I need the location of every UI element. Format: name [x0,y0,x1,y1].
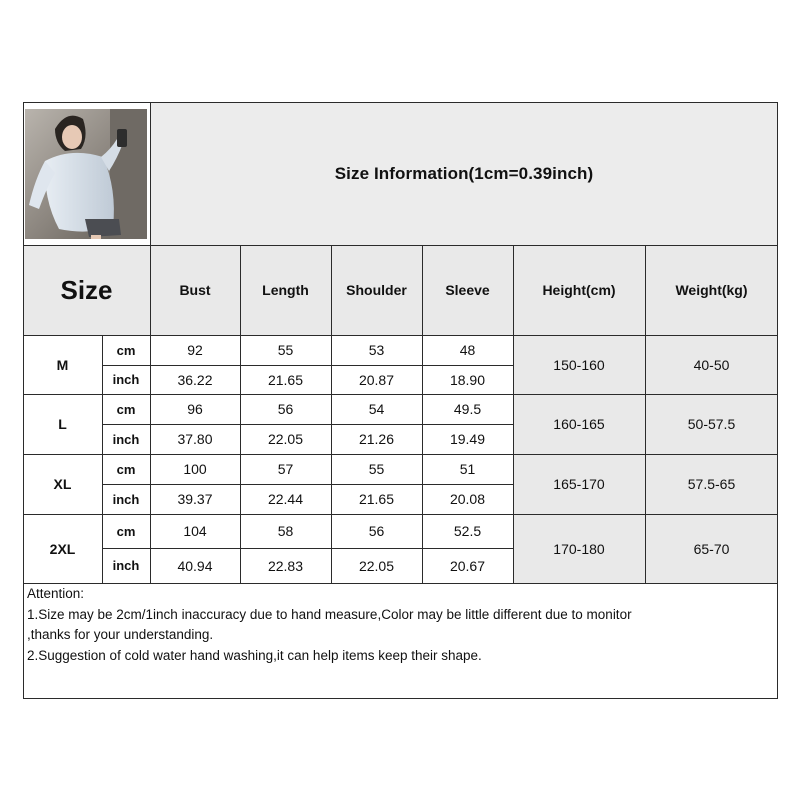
col-line-shoulder [331,245,332,583]
split-m [102,365,513,366]
split-2xl [102,548,513,549]
weight-range: 40-50 [693,356,730,373]
page-title: Size Information(1cm=0.39inch) [334,163,594,183]
bust-inch: 37.80 [177,431,213,447]
size-corner-label: Size [60,274,113,305]
border-left [23,102,24,699]
weight-range: 50-57.5 [687,416,736,432]
bust-inch: 39.37 [177,491,213,507]
sleeve-inch: 20.08 [449,491,486,507]
size-label-l: L [58,416,67,432]
attention-heading: Attention: [27,586,85,601]
column-header-shoulder: Shoulder [346,282,407,298]
sleeve-cm: 48 [459,342,476,358]
shoulder-inch: 20.87 [358,371,395,388]
bust-cm: 104 [183,523,207,539]
sleeve-inch: 20.67 [449,557,486,574]
col-line-weight [645,245,646,583]
sleeve-inch: 18.90 [449,371,486,388]
model-photo-image [25,109,147,239]
length-cm: 58 [277,523,294,539]
col-line-unit [102,335,103,583]
unit-cm: cm [116,342,136,358]
attention-line: ,thanks for your understanding. [27,627,214,642]
weight-range: 57.5-65 [687,476,736,492]
column-header-length: Length [262,282,309,298]
rule-under-title [23,245,778,246]
shoulder-cm: 54 [368,401,385,417]
attention-line: 2.Suggestion of cold water hand washing,it can help items keep their shape. [27,647,482,663]
column-header-height: Height(cm) [542,282,616,298]
bust-inch: 36.22 [177,371,213,388]
column-header-sleeve: Sleeve [445,282,490,298]
length-cm: 56 [277,401,294,417]
unit-inch: inch [112,558,140,573]
length-inch: 21.65 [267,371,304,388]
bust-cm: 96 [187,401,203,417]
rule-row-l [23,454,778,455]
unit-inch: inch [112,372,140,387]
length-cm: 57 [277,461,294,477]
sleeve-cm: 51 [459,461,476,477]
attention-line: 1.Size may be 2cm/1inch inaccuracy due to hand measure,Color may be little different due to monitor [27,606,632,622]
length-inch: 22.44 [267,491,304,507]
shoulder-cm: 55 [368,461,385,477]
height-range: 160-165 [553,416,605,432]
col-line-length [240,245,241,583]
col-line-height [513,245,514,583]
unit-cm: cm [116,461,136,477]
size-label-m: M [56,356,69,373]
unit-cm: cm [116,401,136,417]
unit-inch: inch [112,491,140,507]
shoulder-inch: 22.05 [358,557,395,574]
length-inch: 22.05 [267,431,304,447]
border-right [777,102,778,699]
height-range: 170-180 [553,540,605,557]
sleeve-cm: 52.5 [453,523,482,539]
shoulder-inch: 21.26 [358,431,395,447]
unit-inch: inch [112,431,140,447]
column-header-bust: Bust [179,282,211,298]
height-range: 165-170 [553,476,605,492]
shoulder-cm: 53 [368,342,385,358]
bust-inch: 40.94 [177,557,213,574]
rule-under-header [23,335,778,336]
border-bottom [23,698,778,699]
attention-notes [27,584,772,666]
bust-cm: 92 [187,342,203,358]
size-label-2xl: 2XL [49,540,76,557]
sleeve-cm: 49.5 [453,401,482,417]
column-header-weight: Weight(kg) [675,282,748,298]
size-label-xl: XL [53,476,72,492]
rule-row-m [23,394,778,395]
split-xl [102,484,513,485]
product-photo [25,109,147,239]
weight-range: 65-70 [693,540,730,557]
col-line-sleeve [422,245,423,583]
rule-row-xl [23,514,778,515]
bust-cm: 100 [183,461,207,477]
height-range: 150-160 [553,356,605,373]
border-top [23,102,778,103]
unit-cm: cm [116,523,136,539]
col-line-photo [150,102,151,583]
length-cm: 55 [277,342,294,358]
shoulder-cm: 56 [368,523,385,539]
length-inch: 22.83 [267,557,304,574]
sleeve-inch: 19.49 [449,431,486,447]
split-l [102,424,513,425]
shoulder-inch: 21.65 [358,491,395,507]
